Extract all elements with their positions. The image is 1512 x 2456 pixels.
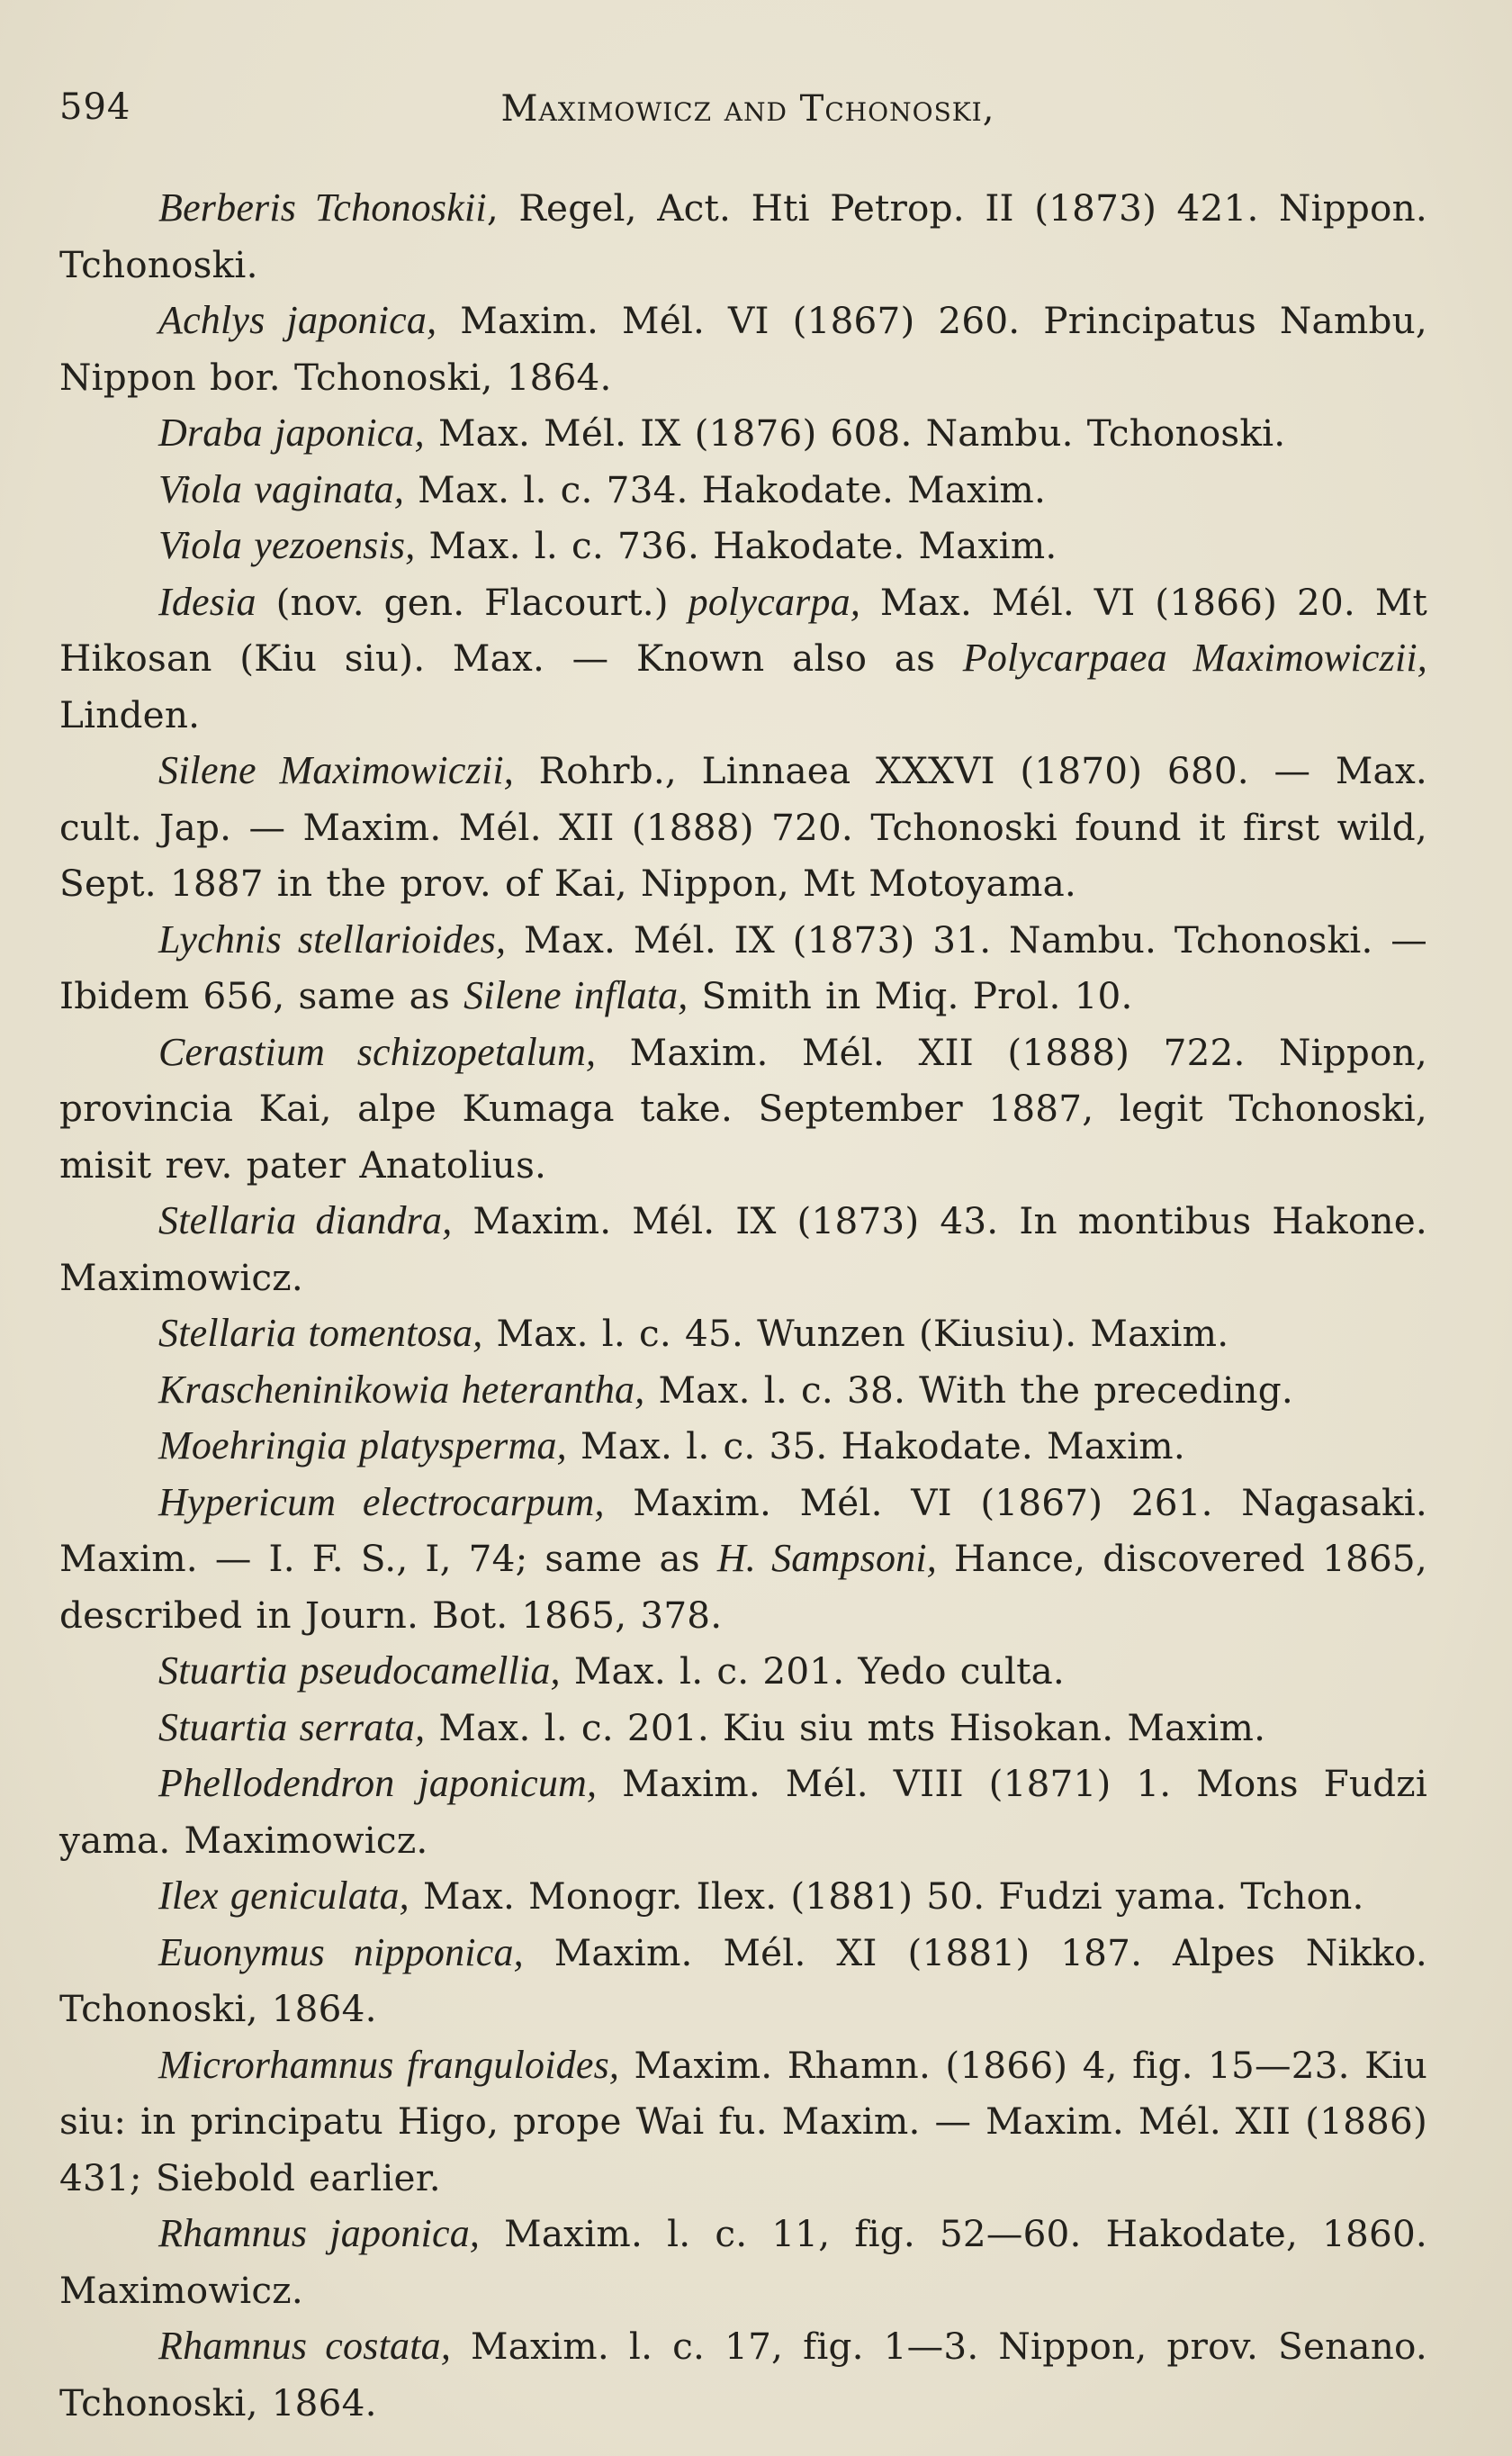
species-entry — [59, 743, 1427, 912]
citation: Maxim. l. c. 11, fig. 52—60. Hakodate, 1860. Maximowicz. — [59, 2212, 1427, 2312]
citation: Max. Monogr. Ilex. (1881) 50. Fudzi yama. Tchon. — [409, 1874, 1364, 1918]
citation: Max. l. c. 736. Hakodate. Maxim. — [415, 524, 1058, 567]
citation: Max. l. c. 734. Hakodate. Maxim. — [404, 467, 1047, 511]
species-entry — [59, 1475, 1427, 1644]
species-name: Rhamnus japonica, — [158, 2211, 481, 2255]
species-entry — [59, 1305, 1427, 1362]
species-name: Phellodendron japonicum, — [158, 1761, 598, 1805]
citation: Maxim. l. c. 17, fig. 1—3. Nippon, prov. Senano. Tchonoski, 1864. — [59, 2325, 1428, 2424]
citation: Maxim. Mél. XI (1881) 187. Alpes Nikko. Tchonoski, 1864. — [59, 1930, 1427, 2030]
species-name: Draba japonica, — [158, 411, 425, 455]
citation: Maxim. Mél. VI (1867) 261. Nagasaki. Maxim. — I. F. S., I, 74; same as — [59, 1480, 1427, 1580]
citation: (nov. gen. Flacourt.) — [256, 580, 688, 624]
species-entry — [59, 293, 1427, 405]
species-name: Achlys japonica, — [158, 298, 437, 342]
citation: Maxim. Mél. IX (1873) 43. In montibus Hakone. Maximowicz. — [59, 1199, 1427, 1299]
species-name: polycarpa, — [688, 579, 861, 624]
species-name: Stellaria diandra, — [158, 1198, 453, 1242]
citation: Max. Mél. IX (1876) 608. Nambu. Tchonoski. — [424, 411, 1286, 455]
species-entry — [59, 1643, 1427, 1700]
species-name: Berberis Tchonoskii — [158, 185, 487, 230]
citation: Hance, discovered 1865, described in Journ. Bot. 1865, 378. — [59, 1537, 1427, 1637]
species-name: Lychnis stellarioides, — [158, 916, 507, 962]
species-entry — [59, 1362, 1427, 1419]
citation: Max. l. c. 38. With the preceding. — [644, 1368, 1293, 1412]
species-name: Moehringia platysperma, — [158, 1423, 567, 1467]
citation: Max. l. c. 201. Yedo culta. — [560, 1649, 1066, 1693]
species-name: Rhamnus costata, — [158, 2324, 452, 2368]
species-entry — [59, 2318, 1427, 2431]
species-name: Idesia — [158, 579, 256, 624]
citation: Max. Mél. IX (1873) 31. Nambu. Tchonoski. — Ibidem 656, same as — [59, 917, 1427, 1017]
species-name: Krascheninikowia heterantha, — [158, 1367, 645, 1412]
species-entry — [59, 912, 1427, 1025]
species-entry — [59, 518, 1427, 574]
page-number: 594 — [59, 86, 131, 128]
species-name: Stuartia pseudocamellia, — [158, 1648, 561, 1693]
citation: Linden. — [59, 692, 201, 736]
species-entry — [59, 574, 1427, 744]
citation: Max. l. c. 201. Kiu siu mts Hisokan. Maxim. — [425, 1705, 1266, 1749]
species-entry — [59, 1925, 1427, 2037]
species-name: Silene Maximowiczii, — [158, 748, 514, 792]
page-header — [59, 86, 1436, 140]
species-name: Silene inflata, — [464, 973, 688, 1017]
species-entry — [59, 2037, 1427, 2207]
species-name: Cerastium schizopetalum, — [158, 1029, 597, 1074]
species-entry — [59, 1868, 1427, 1925]
citation: Max. Mél. VI (1866) 20. Mt Hikosan (Kiu siu). Max. — Known also as — [59, 580, 1427, 680]
citation: Maxim. Mél. XII (1888) 722. Nippon, provincia Kai, alpe Kumaga take. September 1887, legit Tchonoski, misit rev. pater Anatolius. — [59, 1030, 1427, 1187]
species-entry — [59, 1025, 1427, 1194]
species-name: Euonymus nipponica, — [158, 1929, 524, 1974]
species-name: Microrhamnus franguloides, — [158, 2042, 620, 2087]
species-name: Viola yezoensis, — [158, 523, 416, 567]
species-entry — [59, 2206, 1427, 2318]
species-list — [59, 180, 1427, 2431]
species-name: Polycarpaea Maximowiczii, — [962, 636, 1427, 680]
citation: Smith in Miq. Prol. 10. — [688, 974, 1133, 1017]
citation: Max. l. c. 45. Wunzen (Kiusiu). Maxim. — [482, 1312, 1229, 1355]
species-name: Stuartia serrata, — [158, 1704, 426, 1749]
species-entry — [59, 462, 1427, 519]
citation: Rohrb., Linnaea XXXVI (1870) 680. — Max. cult. Jap. — Maxim. Mél. XII (1888) 720. Tchonoski found it first wild, Sept. 1887 in the prov. of Kai, Nippon, Mt Motoyama. — [59, 749, 1427, 905]
citation: , Regel, Act. Hti Petrop. II (1873) 421. Nippon. Tchonoski. — [59, 186, 1427, 286]
species-name: Viola vaginata, — [158, 466, 405, 511]
species-entry — [59, 1756, 1427, 1868]
running-head: Maximowicz and Tchonoski, — [500, 88, 995, 130]
species-entry — [59, 180, 1427, 293]
species-name: Stellaria tomentosa, — [158, 1311, 483, 1355]
species-name: Ilex geniculata, — [158, 1874, 410, 1918]
species-name: Hypericum electrocarpum, — [158, 1479, 605, 1524]
citation: Maxim. Rhamn. (1866) 4, fig. 15—23. Kiu siu: in principatu Higo, prope Wai fu. Maxim. — Maxim. Mél. XII (1886) 431; Siebold earlier. — [59, 2043, 1427, 2199]
species-entry — [59, 1418, 1427, 1475]
species-name: H. Sampsoni, — [716, 1536, 938, 1580]
species-entry — [59, 1193, 1427, 1305]
species-entry — [59, 405, 1427, 462]
citation: Maxim. Mél. VI (1867) 260. Principatus Nambu, Nippon bor. Tchonoski, 1864. — [59, 299, 1427, 399]
citation: Max. l. c. 35. Hakodate. Maxim. — [566, 1424, 1185, 1467]
citation: Maxim. Mél. VIII (1871) 1. Mons Fudzi yama. Maximowicz. — [59, 1762, 1428, 1862]
species-entry — [59, 1700, 1427, 1756]
